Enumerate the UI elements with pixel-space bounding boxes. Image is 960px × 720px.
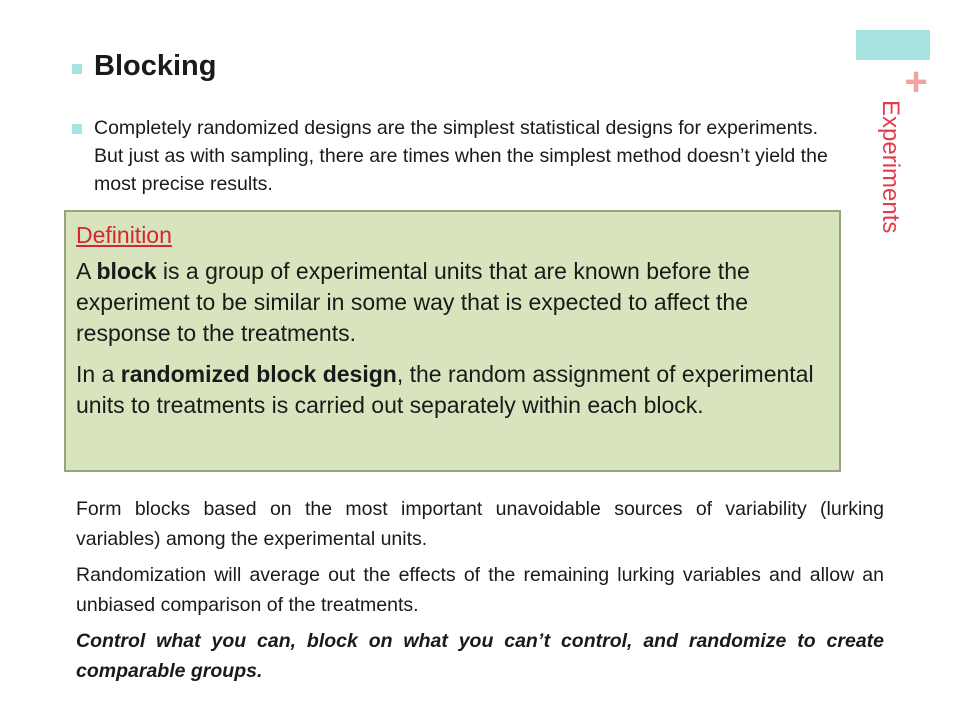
side-title-text: Experiments (877, 100, 904, 234)
definition-p2-post: , the random assignment of experimental units to treatments is carried out separately within each block. (76, 361, 814, 418)
accent-bar (856, 30, 930, 60)
definition-p1-post: is a group of experimental units that are known before the experiment to be similar in some way that is expected to affect the response to the treatments. (76, 258, 750, 346)
side-title (868, 100, 912, 300)
definition-p1-pre: A (76, 258, 97, 284)
definition-box (64, 210, 841, 472)
slide-heading: Blocking (94, 50, 217, 82)
definition-term-randomized-block-design: randomized block design (120, 361, 397, 387)
heading-bullet (72, 64, 82, 74)
paragraph-control-summary: Control what you can, block on what you can’t control, and randomize to create comparable groups. (76, 630, 884, 682)
intro-bullet (72, 124, 82, 134)
definition-randomized-block-text (76, 359, 831, 421)
paragraph-form-blocks: Form blocks based on the most important unavoidable sources of variability (lurking variables) among the experimental units. (76, 498, 884, 550)
intro-text: Completely randomized designs are the simplest statistical designs for experiments. But just as with sampling, there are times when the simplest method doesn’t yield the most precise results. (94, 117, 828, 195)
definition-term-block: block (96, 258, 157, 284)
definition-p2-pre: In a (76, 361, 121, 387)
definition-title: Definition (76, 222, 172, 248)
definition-block-text (76, 256, 831, 349)
paragraph-randomization: Randomization will average out the effects of the remaining lurking variables and allow an unbiased comparison of the treatments. (76, 564, 884, 616)
plus-symbol: + (904, 60, 928, 104)
